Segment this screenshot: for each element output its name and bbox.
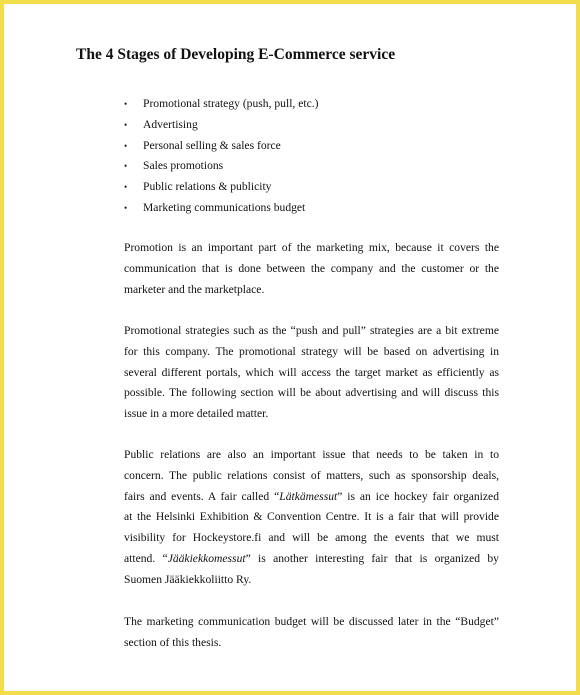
text-run: ” is an ice hockey fair organized [337,489,499,503]
list-item-text: Advertising [143,117,198,131]
bullet-icon: • [124,182,128,193]
paragraph-line [124,487,499,508]
list-item-text: Promotional strategy (push, pull, etc.) [143,97,319,110]
text-run: attend. “ [124,551,168,565]
paragraph-line: for this company. The promotional strategy will be based on advertising in [124,344,499,358]
paragraph-line: possible. The following section will be about advertising and will discuss this [124,386,499,400]
list-item-text: Marketing communications budget [143,200,306,214]
list-item-text: Sales promotions [143,159,224,173]
text-run: fairs and events. A fair called “ [124,489,280,503]
bullet-icon: • [124,140,128,151]
list-item [124,177,504,198]
paragraph-line: Promotion is an important part of the marketing mix, because it covers the [124,241,499,254]
list-item-text: Public relations & publicity [143,180,272,194]
paragraph-public-relations [124,445,499,591]
paragraph-line: section of this thesis. [124,635,222,649]
paragraph-budget [124,612,499,654]
text-run: ” is another interesting fair that is organized by [245,551,499,565]
paragraph-line: at the Helsinki Exhibition & Convention Centre. It is a fair that will provide [124,510,499,524]
paragraph-line: issue in a more detailed matter. [124,407,269,421]
stages-bullet-list [124,94,504,219]
list-item [124,115,504,136]
bullet-icon: • [124,202,128,213]
paragraph-line: visibility for Hockeystore.fi and will be among the events that we must [124,531,499,545]
list-item [124,136,504,157]
paragraph-line [124,549,499,570]
paragraph-line: marketer and the marketplace. [124,282,265,296]
list-item [124,94,504,115]
paragraph-line: The marketing communication budget will be discussed later in the “Budget” [124,615,499,628]
document-title: The 4 Stages of Developing E-Commerce service [76,46,396,63]
fair-name-latkamessut: Lätkämessut [279,489,338,503]
paragraph-line: concern. The public relations consist of matters, such as sponsorship deals, [124,468,499,482]
paragraph-line: Promotional strategies such as the “push and pull” strategies are a bit extreme [124,324,499,337]
list-item [124,198,504,219]
paragraph-promotion [124,238,499,300]
paragraph-line: several different portals, which will access the target market as efficiently as [124,365,499,379]
list-item [124,156,504,177]
paragraph-line: Suomen Jääkiekkoliitto Ry. [124,572,252,586]
paragraph-line: Public relations are also an important issue that needs to be taken in to [124,448,499,461]
bullet-icon: • [124,119,128,130]
paragraph-line: communication that is done between the company and the customer or the [124,261,499,275]
fair-name-jaakiekkomessut: Jääkiekkomessut [167,551,246,565]
bullet-icon: • [124,99,128,109]
paragraph-promotional-strategies [124,321,499,425]
bullet-icon: • [124,161,128,172]
list-item-text: Personal selling & sales force [143,138,281,152]
